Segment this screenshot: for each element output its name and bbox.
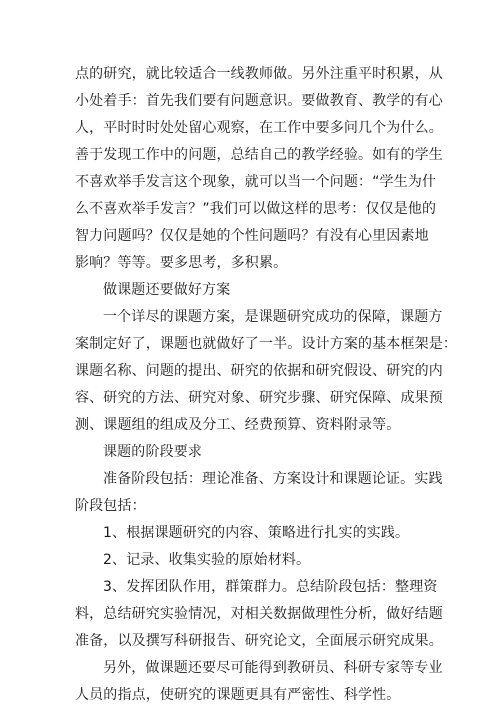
- text-line: 点的研究，就比较适合一线教师做。另外注重平时积累，从: [75, 66, 443, 82]
- text-line: 准备阶段包括：理论准备、方案设计和课题论证。实践: [103, 471, 443, 487]
- list-item: 2、记录、收集实验的原始材料。: [103, 552, 311, 568]
- text-line: 善于发现工作中的问题，总结自己的教学经验。如有的学生: [75, 147, 443, 163]
- text-line: 么不喜欢举手发言？”我们可以做这样的思考：仅仅是他的: [75, 201, 437, 217]
- text-line: 另外，做课题还要尽可能得到教研员、科研专家等专业: [103, 660, 443, 676]
- text-line: 小处着手：首先我们要有问题意识。要做教育、教学的有心: [75, 93, 443, 109]
- text-line: 案制定好了，课题也就做好了一半。设计方案的基本框架是：: [75, 336, 458, 352]
- text-line: 料，总结研究实验情况，对相关数据做理性分析，做好结题: [75, 606, 443, 622]
- text-line: 影响？等等。要多思考，多积累。: [75, 255, 288, 271]
- text-line: 测、课题组的组成及分工、经费预算、资料附录等。: [75, 417, 401, 433]
- text-line: 一个详尽的课题方案，是课题研究成功的保障，课题方: [103, 309, 443, 325]
- section-heading: 做课题还要做好方案: [103, 282, 231, 298]
- text-line: 课题名称、问题的提出、研究的依据和研究假设、研究的内: [75, 363, 443, 379]
- text-line: 容、研究的方法、研究对象、研究步骤、研究保障、成果预: [75, 390, 443, 406]
- list-item: 3、发挥团队作用，群策群力。总结阶段包括：整理资: [103, 579, 438, 595]
- section-heading: 课题的阶段要求: [103, 444, 203, 460]
- text-line: 不喜欢举手发言这个现象，就可以当一个问题：“学生为什: [75, 174, 437, 190]
- text-line: 智力问题吗？仅仅是她的个性问题吗？有没有心里因素地: [75, 228, 429, 244]
- text-line: 准备，以及撰写科研报告、研究论文，全面展示研究成果。: [75, 633, 443, 649]
- text-line: 人员的指点，使研究的课题更具有严密性、科学性。: [75, 687, 401, 703]
- list-item: 1、根据课题研究的内容、策略进行扎实的实践。: [103, 525, 410, 541]
- text-line: 人，平时时时处处留心观察，在工作中要多问几个为什么。: [75, 120, 443, 136]
- text-line: 阶段包括：: [75, 498, 146, 514]
